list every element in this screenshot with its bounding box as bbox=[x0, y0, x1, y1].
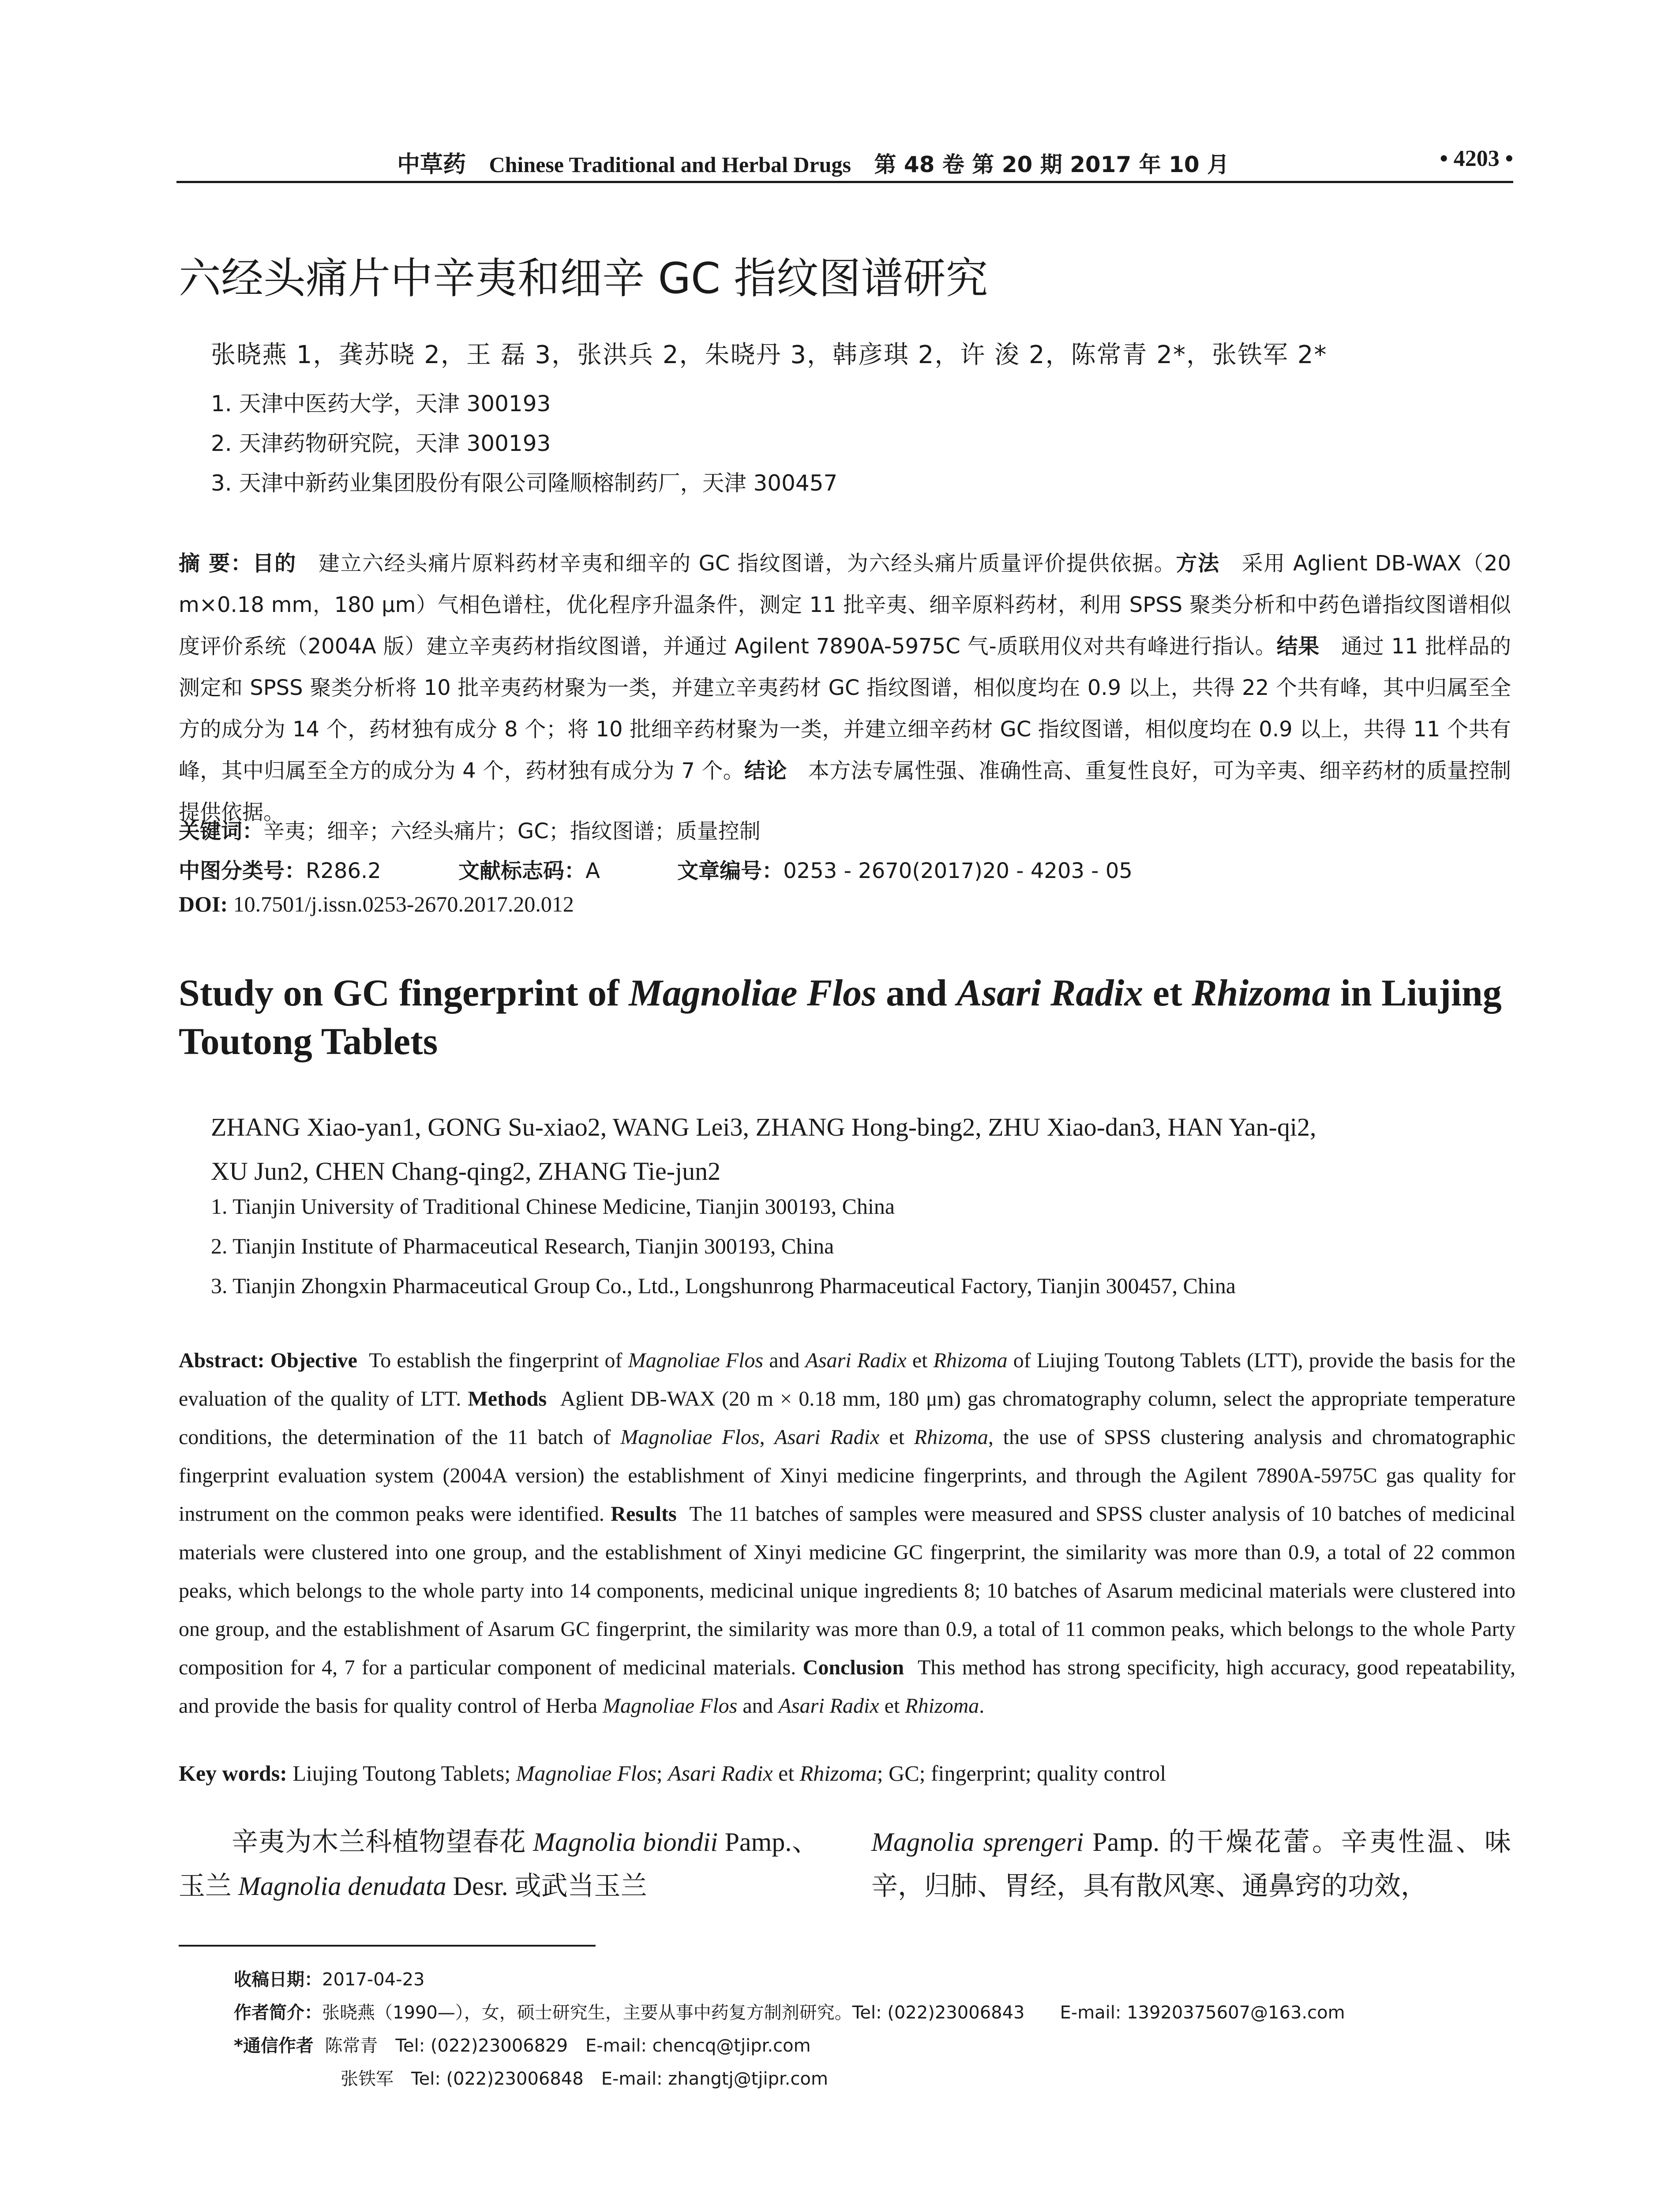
affiliation-cn-2: 2. 天津药物研究院，天津 300193 bbox=[211, 431, 551, 456]
title-en-taxon: Rhizoma bbox=[1192, 972, 1331, 1014]
body-column-right bbox=[871, 1820, 1511, 1908]
abstract-en-text: , the use of SPSS clustering analysis and chromatographic fingerprint evaluation system (2004A version) the establishment of Xinyi medicine fingerprints, and through the Agilent 7890A-5975C gas quality for instrument on the common peaks were identified. bbox=[179, 1426, 1516, 1526]
article-no-label: 文章编号： bbox=[677, 859, 784, 883]
bio-text: 张晓燕（1990—），女，硕士研究生，主要从事中药复方制剂研究。Tel: (022)23006843 E-mail: 13920375607@163.com bbox=[322, 2003, 1345, 2023]
conclusion-en-label: Conclusion bbox=[802, 1656, 904, 1679]
classification-line bbox=[179, 854, 1132, 884]
keywords-cn-text: 辛夷；细辛；六经头痛片；GC；指纹图谱；质量控制 bbox=[263, 819, 761, 844]
header-rule bbox=[176, 181, 1513, 183]
abstract-en-text: et bbox=[906, 1349, 934, 1372]
doc-code-label: 文献标志码： bbox=[458, 859, 586, 883]
methods-cn-label: 方法 bbox=[1176, 551, 1220, 576]
doc-code-value: A bbox=[585, 859, 600, 883]
clc-label: 中图分类号： bbox=[179, 859, 306, 883]
authors-cn: 张晓燕 1，龚苏晓 2，王 磊 3，张洪兵 2，朱晓丹 3，韩彦琪 2，许 浚 2，陈常青 2*，张铁军 2* bbox=[211, 341, 1328, 369]
abstract-en-text: . bbox=[979, 1694, 985, 1718]
title-en-taxon: Magnoliae Flos bbox=[629, 972, 877, 1014]
keywords-en-taxon: Rhizoma bbox=[799, 1761, 877, 1786]
keywords-en-label: Key words: bbox=[179, 1761, 287, 1786]
abstract-en-text: The 11 batches of samples were measured and SPSS cluster analysis of 10 batches of medicinal materials were clustered into one group, and the establishment of Xinyi medicine GC fingerprint, the similarity was more than 0.9, a total of 22 common peaks, which belongs to the whole party into 14 components, medicinal unique ingredients 8; 10 batches of Asarum medicinal materials were clustered into one group, and the establishment of Asarum GC fingerprint, the similarity was more than 0.9, a total of 11 common peaks, which belongs to the whole Party composition for 4, 7 for a particular component of medicinal materials. bbox=[179, 1502, 1515, 1679]
authors-en-line-1: ZHANG Xiao-yan1, GONG Su-xiao2, WANG Lei3, ZHANG Hong-bing2, ZHU Xiao-dan3, HAN Yan-qi2, bbox=[211, 1113, 1316, 1141]
abstract-en-text: et bbox=[879, 1694, 905, 1718]
keywords-en-text: et bbox=[772, 1761, 800, 1786]
issue-info: 第 48 卷 第 20 期 2017 年 10 月 bbox=[874, 152, 1230, 177]
corresponding-text: 陈常青 Tel: (022)23006829 E-mail: chencq@tjipr.com bbox=[325, 2036, 811, 2056]
abstract-en-taxon: Magnoliae Flos bbox=[620, 1426, 760, 1449]
results-cn: 通过 11 批样品的测定和 SPSS 聚类分析将 10 批辛夷药材聚为一类，并建立辛夷药材 GC 指纹图谱，相似度均在 0.9 以上，共得 22 个共有峰，其中归属至全方的成分为 14 个，药材独有成分 8 个；将 10 批细辛药材聚为一类，并建立细辛药材 GC 指纹图谱，相似度均在 0.9 以上，共得 11 个共有峰，其中归属至全方的成分为 4 个，药材独有成分为 7 个。 bbox=[179, 634, 1511, 783]
abstract-en-taxon: Magnoliae Flos bbox=[628, 1349, 764, 1372]
body-taxon: Magnolia biondii bbox=[533, 1827, 718, 1857]
abstract-en-taxon: Asari Radix bbox=[774, 1426, 880, 1449]
body-text: Pamp.、玉兰 bbox=[179, 1827, 819, 1901]
doi-line bbox=[179, 891, 574, 917]
received-value: 2017-04-23 bbox=[322, 1970, 425, 1990]
footnote-rule bbox=[179, 1945, 596, 1947]
methods-en-label: Methods bbox=[468, 1387, 547, 1411]
bio-label: 作者简介： bbox=[234, 2003, 322, 2023]
abstract-en-taxon: Rhizoma bbox=[933, 1349, 1008, 1372]
affiliation-en-3: 3. Tianjin Zhongxin Pharmaceutical Group Co., Ltd., Longshunrong Pharmaceutical Factory, Tianjin 300457, China bbox=[211, 1273, 1236, 1298]
article-no-value: 0253 - 2670(2017)20 - 4203 - 05 bbox=[783, 859, 1132, 883]
doi-link[interactable]: 10.7501/j.issn.0253-2670.2017.20.012 bbox=[233, 892, 574, 916]
abstract-en-taxon: Asari Radix bbox=[778, 1694, 879, 1718]
title-en-part: and bbox=[876, 972, 957, 1014]
author-bio bbox=[234, 1999, 1345, 2024]
abstract-en-text: and bbox=[763, 1349, 806, 1372]
abstract-en-taxon: Asari Radix bbox=[805, 1349, 907, 1372]
authors-en-line-2: XU Jun2, CHEN Chang-qing2, ZHANG Tie-jun2 bbox=[211, 1157, 721, 1186]
abstract-en-text: et bbox=[879, 1426, 914, 1449]
abstract-en-text: This method has strong specificity, high accuracy, good repeatability, and provide the basis for quality control of Herba bbox=[179, 1656, 1516, 1718]
conclusion-cn: 本方法专属性强、准确性高、重复性良好，可为辛夷、细辛药材的质量控制提供依据。 bbox=[179, 758, 1511, 825]
body-taxon: Magnolia denudata bbox=[238, 1872, 446, 1901]
methods-cn: 采用 Aglient DB-WAX（20 m×0.18 mm，180 μm）气相色谱柱，优化程序升温条件，测定 11 批辛夷、细辛原料药材，利用 SPSS 聚类分析和中药色谱指纹图谱相似度评价系统（2004A 版）建立辛夷药材指纹图谱，并通过 Agilent 7890A-5975C 气-质联用仪对共有峰进行指认。 bbox=[179, 551, 1511, 659]
body-text: 辛夷为木兰科植物望春花 bbox=[232, 1827, 533, 1857]
keywords-cn bbox=[179, 814, 761, 844]
conclusion-cn-label: 结论 bbox=[744, 758, 787, 783]
abstract-en-taxon: Magnoliae Flos bbox=[603, 1694, 738, 1718]
keywords-cn-label: 关键词： bbox=[179, 819, 264, 844]
abstract-en-text: Aglient DB-WAX (20 m × 0.18 mm, 180 μm) gas chromatography column, select the appropriate temperature conditions, the determination of the 11 batch of bbox=[179, 1387, 1515, 1449]
received-label: 收稿日期： bbox=[234, 1970, 322, 1990]
abstract-en-taxon: Rhizoma bbox=[914, 1426, 988, 1449]
received-date bbox=[234, 1966, 424, 1991]
keywords-en bbox=[179, 1760, 1166, 1786]
keywords-en-text: ; GC; fingerprint; quality control bbox=[877, 1761, 1166, 1786]
journal-name-en: Chinese Traditional and Herbal Drugs bbox=[489, 152, 851, 177]
abstract-en-text: of Liujing Toutong Tablets (LTT), provide the basis for the evaluation of the quality of LTT. bbox=[179, 1349, 1516, 1411]
keywords-en-text: Liujing Toutong Tablets; bbox=[287, 1761, 516, 1786]
title-en-part: et bbox=[1143, 972, 1192, 1014]
abstract-en-text: To establish the fingerprint of bbox=[369, 1349, 628, 1372]
abstract-en-text: and bbox=[737, 1694, 779, 1718]
abstract-en-text: , bbox=[759, 1426, 775, 1449]
affiliation-cn-1: 1. 天津中医药大学，天津 300193 bbox=[211, 391, 551, 416]
keywords-en-text: ; bbox=[656, 1761, 668, 1786]
abstract-en bbox=[179, 1341, 1515, 1725]
results-cn-label: 结果 bbox=[1276, 634, 1320, 659]
abstract-cn-label: 摘 要： bbox=[179, 551, 253, 576]
corresponding-label: *通信作者 bbox=[234, 2036, 314, 2056]
objective-cn-label: 目的 bbox=[252, 551, 296, 576]
objective-cn: 建立六经头痛片原料药材辛夷和细辛的 GC 指纹图谱，为六经头痛片质量评价提供依据。 bbox=[318, 551, 1176, 576]
page-number: • 4203 • bbox=[1440, 146, 1513, 171]
journal-name-cn: 中草药 bbox=[397, 151, 466, 178]
abstract-en-taxon: Rhizoma bbox=[905, 1694, 979, 1718]
corresponding-author-1 bbox=[234, 2032, 811, 2057]
corresponding-author-2: 张铁军 Tel: (022)23006848 E-mail: zhangtj@tjipr.com bbox=[341, 2069, 828, 2089]
results-en-label: Results bbox=[611, 1502, 677, 1526]
abstract-en-label: Abstract: Objective bbox=[179, 1349, 357, 1372]
affiliation-en-1: 1. Tianjin University of Traditional Chinese Medicine, Tianjin 300193, China bbox=[211, 1194, 895, 1219]
running-header bbox=[397, 146, 1229, 179]
clc-value: R286.2 bbox=[306, 859, 381, 883]
keywords-en-taxon: Asari Radix bbox=[668, 1761, 773, 1786]
title-en-part: Study on GC fingerprint of bbox=[179, 972, 629, 1014]
affiliation-en-2: 2. Tianjin Institute of Pharmaceutical Research, Tianjin 300193, China bbox=[211, 1234, 834, 1258]
title-en-taxon: Asari Radix bbox=[956, 972, 1144, 1014]
title-cn: 六经头痛片中辛夷和细辛 GC 指纹图谱研究 bbox=[179, 254, 988, 303]
keywords-en-taxon: Magnoliae Flos bbox=[516, 1761, 656, 1786]
title-en-part: in Liujing Toutong Tablets bbox=[179, 972, 1502, 1062]
body-text: Desr. 或武当玉兰 bbox=[446, 1872, 647, 1901]
body-column-left bbox=[179, 1820, 818, 1908]
body-text: Pamp. 的干燥花蕾。辛夷性温、味辛，归肺、胃经，具有散风寒、通鼻窍的功效， bbox=[871, 1827, 1511, 1901]
abstract-cn bbox=[179, 543, 1511, 833]
body-taxon: Magnolia sprengeri bbox=[871, 1827, 1084, 1857]
authors-en bbox=[211, 1105, 1512, 1193]
affiliation-cn-3: 3. 天津中新药业集团股份有限公司隆顺榕制药厂，天津 300457 bbox=[211, 470, 838, 496]
doi-label: DOI: bbox=[179, 892, 228, 916]
title-en bbox=[179, 968, 1515, 1065]
